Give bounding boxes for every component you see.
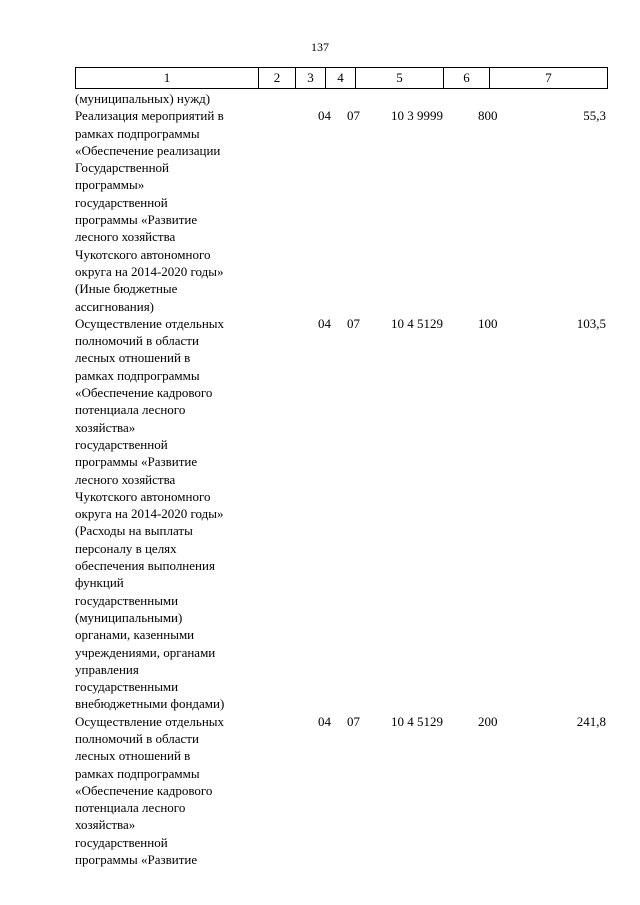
- column-header-1: 1: [76, 68, 259, 89]
- column-header-6: 6: [444, 68, 490, 89]
- section-code: 04: [318, 713, 331, 729]
- row-description: Реализация мероприятий в рамках подпрограммы «Обеспечение реализации Государственной программы» государственной программы «Развитие лесного хозяйства Чукотского автономного округа на 2014-2020 годы» (Иные бюджетные ассигнования): [75, 108, 224, 314]
- expense-type-code: 200: [478, 713, 498, 729]
- table-row: [0, 713, 640, 869]
- column-header-2: 2: [259, 68, 296, 89]
- subsection-code: 07: [347, 108, 360, 124]
- amount-value: 55,3: [583, 108, 606, 124]
- column-header-table: [75, 67, 608, 89]
- row-description: Осуществление отдельных полномочий в области лесных отношений в рамках подпрограммы «Обеспечение кадрового потенциала лесного хозяйства» государственной программы «Развитие: [75, 713, 225, 868]
- section-code: 04: [318, 315, 331, 331]
- column-header-3: 3: [296, 68, 326, 89]
- row-description: Осуществление отдельных полномочий в области лесных отношений в рамках подпрограммы «Обеспечение кадрового потенциала лесного хозяйства» государственной программы «Развитие лесного хозяйства Чукотского автономного округа на 2014-2020 годы» (Расходы на выплаты персоналу в целях обеспечения выполнения функций государственными (муниципальными) органами, казенными учреждениями, органами управления государственными внебюджетными фондами): [75, 315, 225, 712]
- row-description: (муниципальных) нужд): [75, 91, 211, 106]
- column-header-row: [76, 68, 608, 89]
- subsection-code: 07: [347, 713, 360, 729]
- amount-value: 103,5: [576, 315, 606, 331]
- table-body: [0, 90, 640, 868]
- section-code: 04: [318, 108, 331, 124]
- target-article-code: 10 4 5129: [391, 315, 443, 331]
- table-row: [0, 90, 640, 107]
- amount-value: 241,8: [576, 713, 606, 729]
- page-number: 137: [311, 40, 329, 54]
- target-article-code: 10 4 5129: [391, 713, 443, 729]
- column-header-4: 4: [326, 68, 356, 89]
- table-row: [0, 315, 640, 713]
- column-header-5: 5: [356, 68, 444, 89]
- table-row: [0, 107, 640, 315]
- expense-type-code: 800: [478, 108, 498, 124]
- expense-type-code: 100: [478, 315, 498, 331]
- column-header-7: 7: [490, 68, 608, 89]
- target-article-code: 10 3 9999: [391, 108, 443, 124]
- subsection-code: 07: [347, 315, 360, 331]
